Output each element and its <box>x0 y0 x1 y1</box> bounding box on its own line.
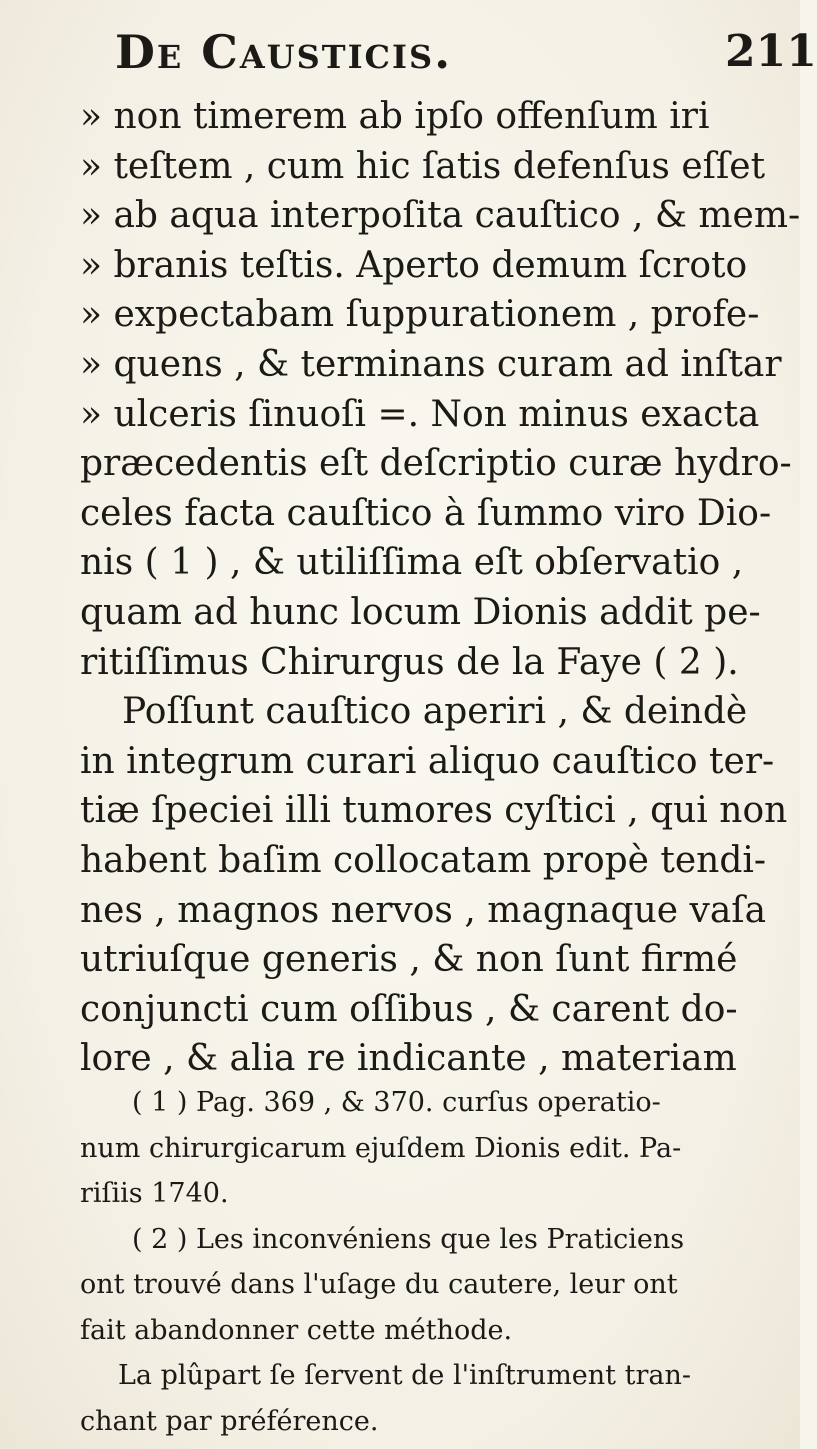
footnote-line: ont trouvé dans l'uſage du cautere, leur ont <box>80 1269 678 1300</box>
text-line: habent baſim collocatam propè tendi- <box>80 839 767 881</box>
footnote-line: riſiis 1740. <box>80 1178 229 1209</box>
running-head: De Causticis. <box>115 25 453 79</box>
text-line: nis ( 1 ) , & utiliſſima eſt obſervatio , <box>80 542 744 584</box>
text-line: celes facta cauſtico à ſummo viro Dio- <box>80 492 772 534</box>
text-line: utriuſque generis , & non ſunt firmé <box>80 939 738 981</box>
footnote-line: ( 2 ) Les inconvéniens que les Praticiens <box>132 1223 685 1255</box>
text-line: » branis teſtis. Aperto demum ſcroto <box>80 244 748 286</box>
text-line: » ab aqua interpoſita cauſtico , & mem- <box>80 195 801 237</box>
text-line: » teſtem , cum hic ſatis defenſus eſſet <box>80 145 766 187</box>
text-line: tiæ ſpeciei illi tumores cyſtici , qui non <box>80 790 788 832</box>
footnotes <box>80 1080 780 1444</box>
text-line: quam ad hunc locum Dionis addit pe- <box>80 591 761 633</box>
text-line: ritiſſimus Chirurgus de la Faye ( 2 ). <box>80 641 739 683</box>
text-line: lore , & alia re indicante , materiam <box>80 1038 737 1080</box>
text-line: » quens , & terminans curam ad inſtar <box>80 343 782 385</box>
text-line: » non timerem ab ipſo offenſum iri <box>80 96 710 137</box>
text-line: » ulceris ſinuoſi =. Non minus exacta <box>80 393 760 435</box>
page-number: 211 <box>725 26 817 77</box>
footnote-line: num chirurgicarum ejuſdem Dionis edit. Pa- <box>80 1132 682 1164</box>
text-line: » expectabam ſuppurationem , profe- <box>80 294 760 336</box>
paragraph-start-line: Poſſunt cauſtico aperiri , & deindè <box>122 691 748 733</box>
text-line: in integrum curari aliquo cauſtico ter- <box>80 740 775 782</box>
footnote-line: ( 1 ) Pag. 369 , & 370. curſus operatio- <box>132 1087 661 1118</box>
text-line: præcedentis eſt deſcriptio curæ hydro- <box>80 443 792 485</box>
body-text <box>80 92 801 1084</box>
footnote-line: La plûpart ſe ſervent de l'inſtrument tran- <box>118 1360 691 1391</box>
page-header <box>0 22 817 82</box>
footnote-line: fait abandonner cette méthode. <box>80 1314 513 1346</box>
text-line: conjuncti cum oſſibus , & carent do- <box>80 988 738 1030</box>
text-line: nes , magnos nervos , magnaque vaſa <box>80 889 767 931</box>
footnote-line: chant par préférence. <box>80 1405 379 1437</box>
